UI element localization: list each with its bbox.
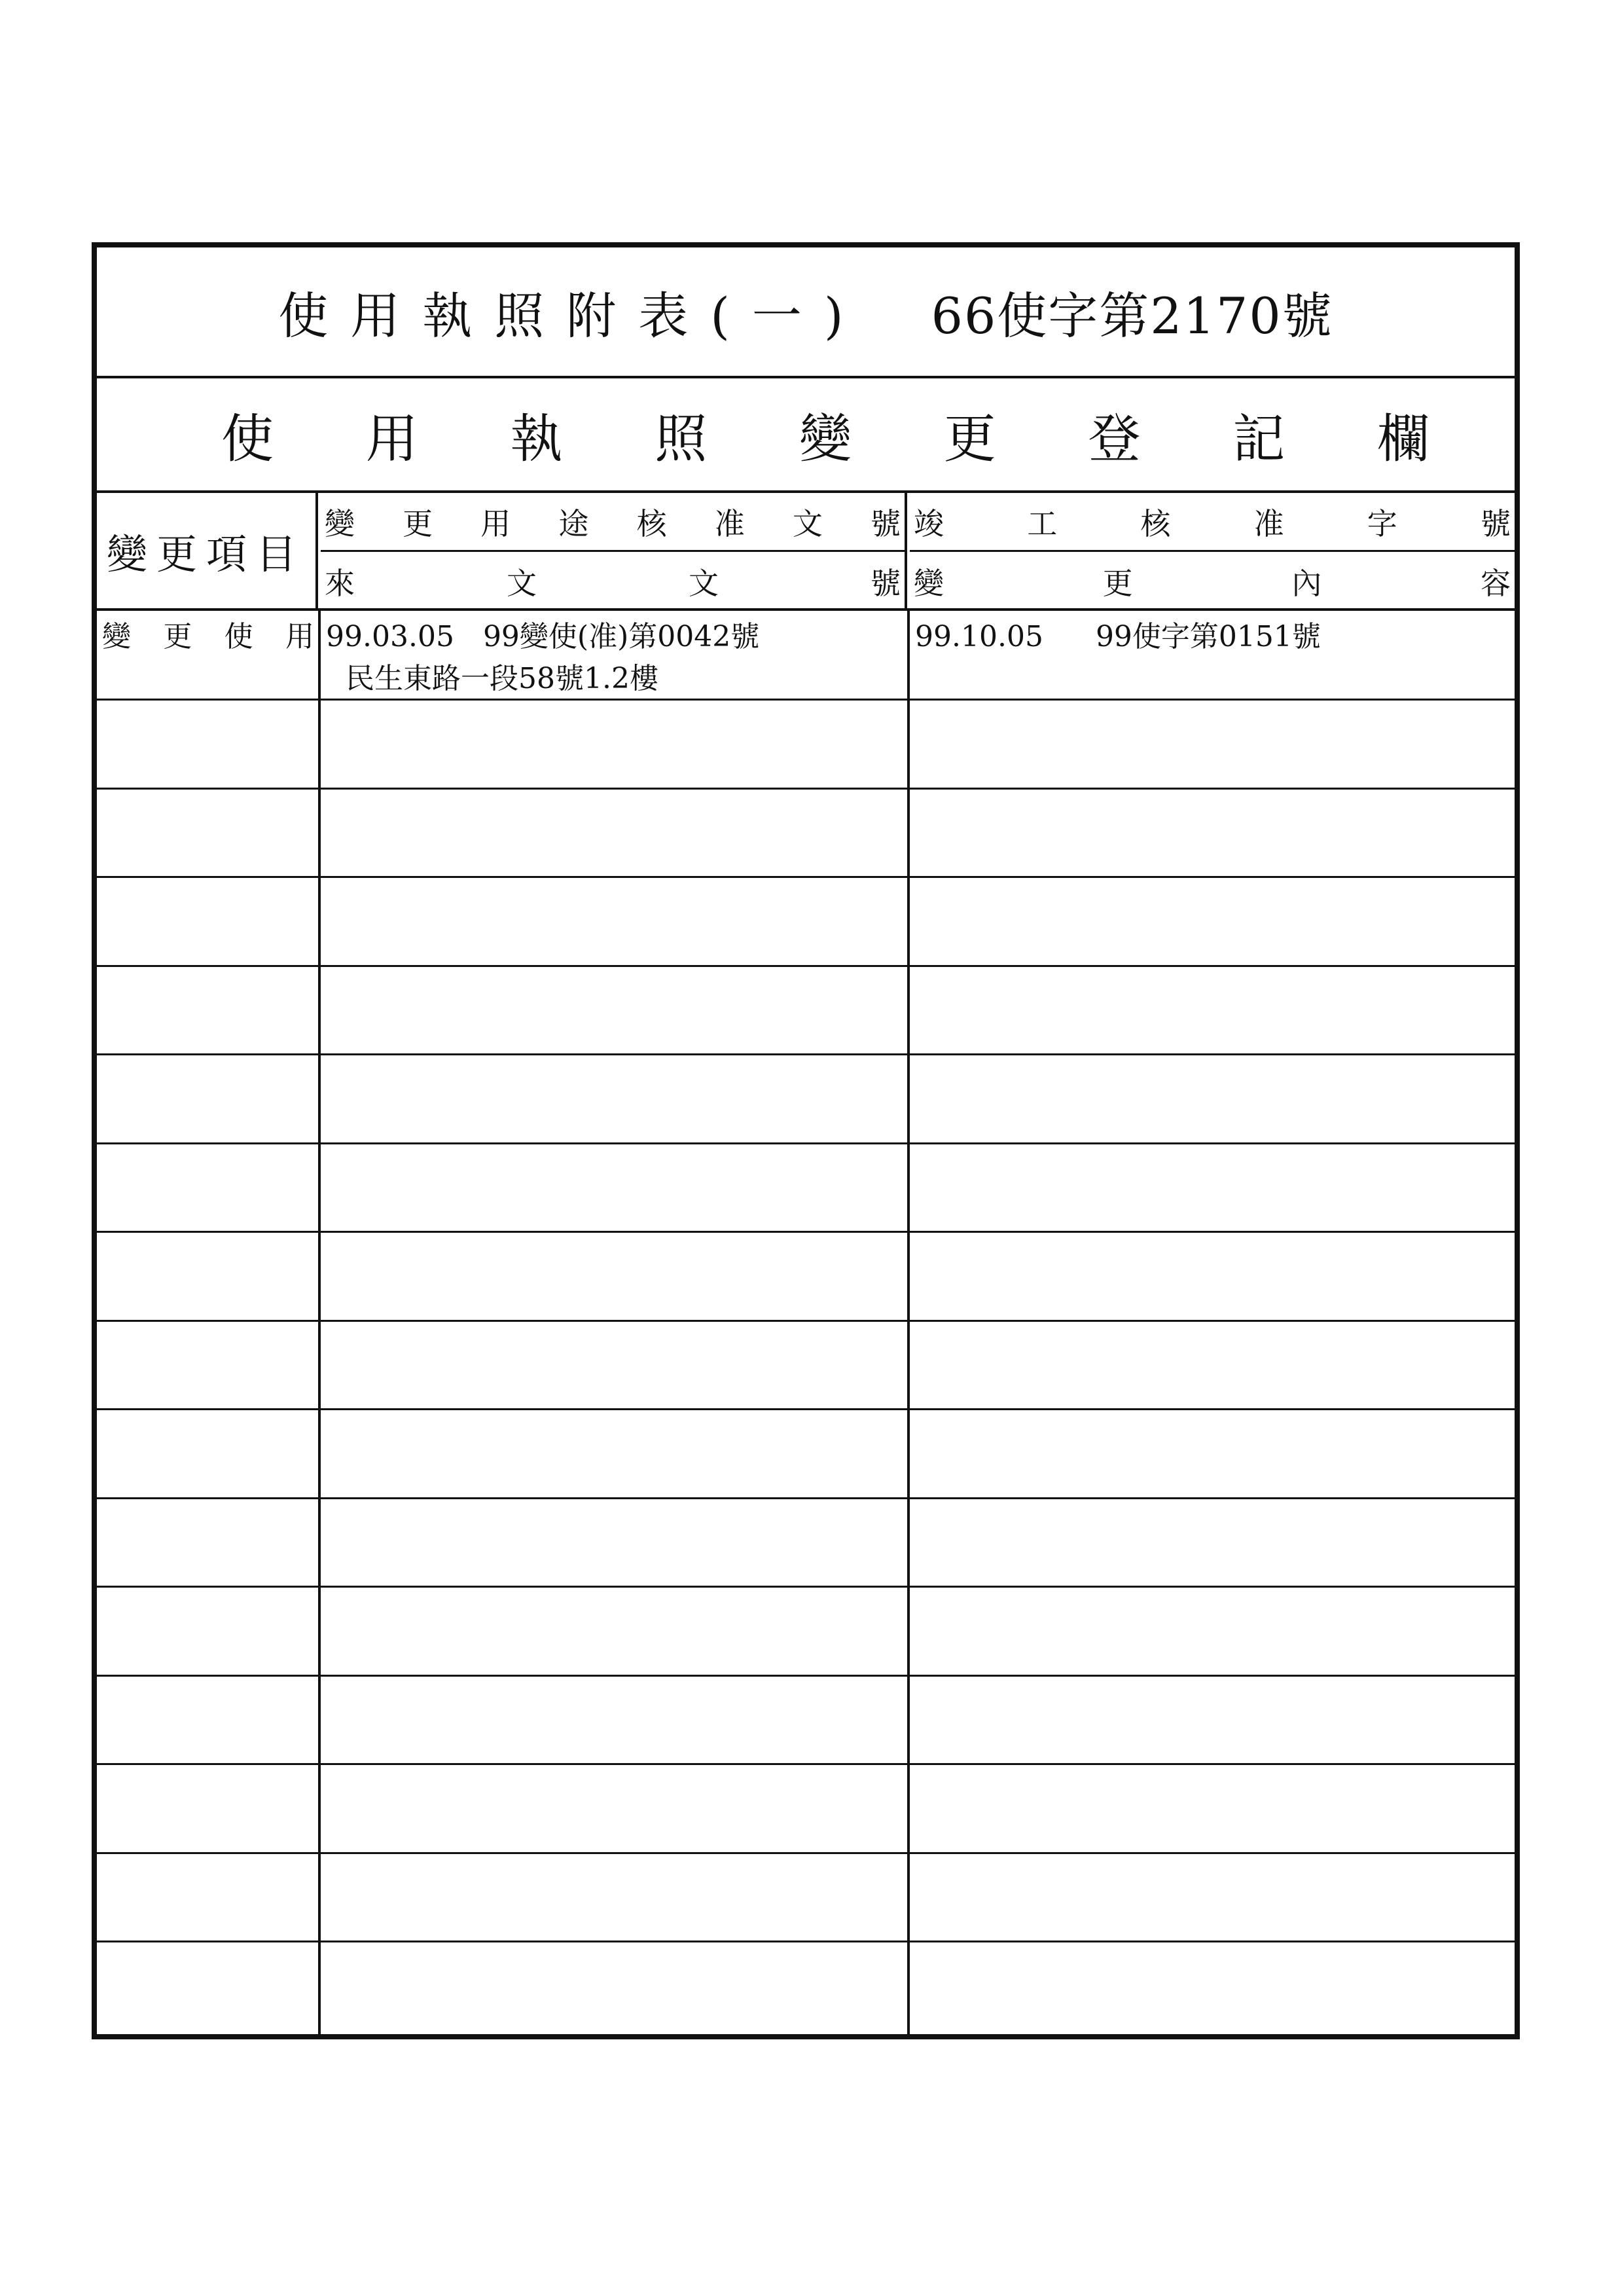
heading-char: 用 <box>365 409 418 469</box>
approval-doc-cell <box>323 611 906 699</box>
approval-number: 99變使(准)第0042號 <box>482 620 760 653</box>
item-char: 變 <box>102 620 131 653</box>
header-char: 准 <box>714 505 745 541</box>
form-heading <box>97 378 1515 493</box>
completion-date: 99.10.05 <box>915 620 1043 653</box>
header-char: 准 <box>1253 505 1284 541</box>
heading-char: 變 <box>799 409 852 469</box>
header-char: 號 <box>1480 505 1511 541</box>
header-char: 來 <box>325 566 355 601</box>
table-row <box>97 1677 1515 1766</box>
header-char: 工 <box>1027 505 1058 541</box>
heading-char: 欄 <box>1377 409 1429 469</box>
header-char: 途 <box>558 505 589 541</box>
heading-char: 記 <box>1232 409 1285 469</box>
table-header <box>97 493 1515 611</box>
header-char: 容 <box>1480 566 1511 601</box>
header-change-content <box>910 552 1515 611</box>
header-char: 竣 <box>914 505 944 541</box>
header-char: 文 <box>507 566 537 601</box>
header-char: 變 <box>325 505 355 541</box>
license-number: 66使字第2170號 <box>931 286 1333 345</box>
table-row <box>97 701 1515 790</box>
table-row <box>97 1055 1515 1144</box>
change-item-cell <box>97 611 318 699</box>
header-char: 核 <box>636 505 667 541</box>
header-char: 核 <box>1140 505 1171 541</box>
table-row <box>97 611 1515 701</box>
completion-number: 99使字第0151號 <box>1095 620 1321 653</box>
header-change-item: 變更項目 <box>97 493 318 608</box>
table-row <box>97 1499 1515 1588</box>
table-row <box>97 790 1515 879</box>
table-row <box>97 1233 1515 1322</box>
item-char: 更 <box>163 620 192 653</box>
table-row <box>97 1322 1515 1411</box>
heading-char: 執 <box>510 409 563 469</box>
header-char: 更 <box>403 505 433 541</box>
header-char: 號 <box>871 566 901 601</box>
table-row <box>97 878 1515 967</box>
item-char: 使 <box>224 620 253 653</box>
approval-date: 99.03.05 <box>326 620 454 653</box>
heading-char: 更 <box>943 409 996 469</box>
header-char: 字 <box>1367 505 1397 541</box>
table-row <box>97 1144 1515 1233</box>
heading-char: 使 <box>221 409 274 469</box>
registration-form <box>92 242 1520 2039</box>
header-approval-doc-number <box>321 493 907 552</box>
table-row <box>97 1854 1515 1943</box>
table-row <box>97 1765 1515 1854</box>
form-title-row <box>97 247 1515 378</box>
table-row <box>97 967 1515 1056</box>
table-row <box>97 1942 1515 2032</box>
header-char: 更 <box>1102 566 1133 601</box>
header-char: 文 <box>689 566 719 601</box>
header-char: 號 <box>870 505 901 541</box>
table-row <box>97 1588 1515 1677</box>
table-row <box>97 1410 1515 1499</box>
address: 民生東路一段58號1.2樓 <box>346 662 658 695</box>
header-incoming-doc-number <box>321 552 907 611</box>
header-char: 文 <box>792 505 823 541</box>
heading-char: 登 <box>1088 409 1141 469</box>
heading-char: 照 <box>655 409 708 469</box>
header-char: 用 <box>480 505 511 541</box>
form-title: 使用執照附表(一) <box>278 286 866 345</box>
header-char: 內 <box>1291 566 1322 601</box>
completion-cell <box>912 611 1515 699</box>
item-char: 用 <box>285 620 314 653</box>
header-completion-approval-number <box>910 493 1515 552</box>
header-char: 變 <box>914 566 944 601</box>
